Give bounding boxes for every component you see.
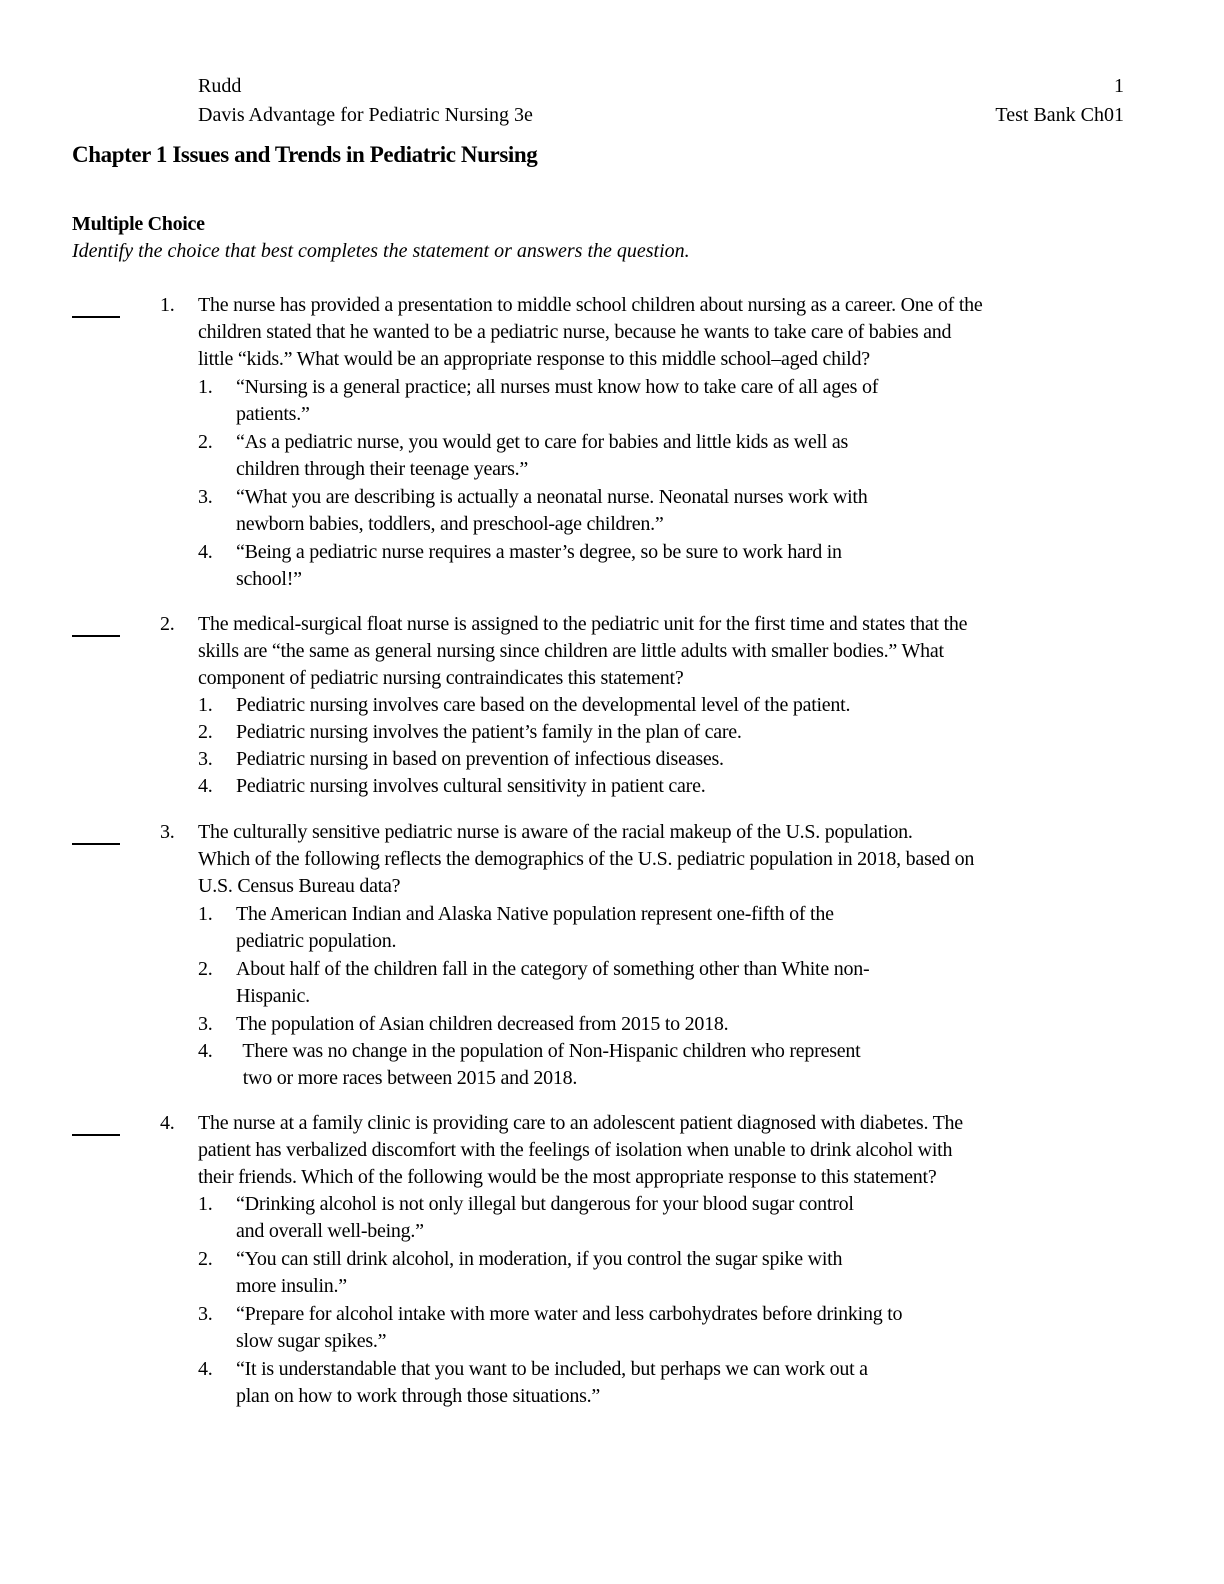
question-stem-line: skills are “the same as general nursing since children are little adults with smaller bodies.” What <box>198 640 944 662</box>
option-number: 1. <box>198 1193 213 1215</box>
section-title: Multiple Choice <box>72 213 205 235</box>
option-text: “Drinking alcohol is not only illegal but dangerous for your blood sugar control <box>236 1193 854 1215</box>
option-text: About half of the children fall in the category of something other than White non- <box>236 958 870 980</box>
option-number: 2. <box>198 1248 213 1270</box>
question-stem-line: component of pediatric nursing contraindicates this statement? <box>198 667 684 689</box>
chapter-title: Chapter 1 Issues and Trends in Pediatric Nursing <box>72 142 538 167</box>
option-text: Pediatric nursing involves the patient’s family in the plan of care. <box>236 721 742 743</box>
option-number: 1. <box>198 694 213 716</box>
question-number: 2. <box>160 613 175 635</box>
option-text: “What you are describing is actually a neonatal nurse. Neonatal nurses work with <box>236 486 868 508</box>
question-stem-line: little “kids.” What would be an appropriate response to this middle school–aged child? <box>198 348 870 370</box>
answer-blank[interactable] <box>72 316 120 318</box>
question-number: 1. <box>160 294 175 316</box>
option-text: patients.” <box>236 403 310 425</box>
option-number: 3. <box>198 748 213 770</box>
header-section-label: Test Bank Ch01 <box>995 104 1124 126</box>
option-text: “Nursing is a general practice; all nurses must know how to take care of all ages of <box>236 376 879 398</box>
option-number: 4. <box>198 1358 213 1380</box>
option-text: and overall well-being.” <box>236 1220 424 1242</box>
option-text: two or more races between 2015 and 2018. <box>238 1067 578 1089</box>
option-number: 4. <box>198 1040 213 1062</box>
option-number: 1. <box>198 903 213 925</box>
option-text: pediatric population. <box>236 930 397 952</box>
option-number: 4. <box>198 541 213 563</box>
option-number: 1. <box>198 376 213 398</box>
option-text: Pediatric nursing involves cultural sensitivity in patient care. <box>236 775 706 797</box>
option-text: “It is understandable that you want to be included, but perhaps we can work out a <box>236 1358 868 1380</box>
option-number: 3. <box>198 486 213 508</box>
option-number: 4. <box>198 775 213 797</box>
option-text: Pediatric nursing involves care based on the developmental level of the patient. <box>236 694 851 716</box>
question-stem-line: their friends. Which of the following would be the most appropriate response to this statement? <box>198 1166 937 1188</box>
option-text: Hispanic. <box>236 985 310 1007</box>
answer-blank[interactable] <box>72 635 120 637</box>
option-number: 2. <box>198 721 213 743</box>
option-number: 2. <box>198 958 213 980</box>
header-author: Rudd <box>198 75 242 97</box>
question-number: 3. <box>160 821 175 843</box>
option-text: The American Indian and Alaska Native population represent one-fifth of the <box>236 903 834 925</box>
option-text: There was no change in the population of Non-Hispanic children who represent <box>238 1040 861 1062</box>
option-text: “You can still drink alcohol, in moderation, if you control the sugar spike with <box>236 1248 843 1270</box>
answer-blank[interactable] <box>72 1134 120 1136</box>
question-stem-line: The nurse has provided a presentation to middle school children about nursing as a career. One of the <box>198 294 983 316</box>
question-stem-line: Which of the following reflects the demographics of the U.S. pediatric population in 2018, based on <box>198 848 975 870</box>
option-number: 2. <box>198 431 213 453</box>
option-text: “Being a pediatric nurse requires a master’s degree, so be sure to work hard in <box>236 541 842 563</box>
answer-blank[interactable] <box>72 843 120 845</box>
question-stem-line: patient has verbalized discomfort with the feelings of isolation when unable to drink alcohol with <box>198 1139 953 1161</box>
option-text: children through their teenage years.” <box>236 458 529 480</box>
header-page-number: 1 <box>1114 75 1124 97</box>
option-text: plan on how to work through those situations.” <box>236 1385 601 1407</box>
question-stem-line: U.S. Census Bureau data? <box>198 875 401 897</box>
question-stem-line: The nurse at a family clinic is providing care to an adolescent patient diagnosed with diabetes. The <box>198 1112 963 1134</box>
option-number: 3. <box>198 1013 213 1035</box>
question-number: 4. <box>160 1112 175 1134</box>
option-text: school!” <box>236 568 302 590</box>
option-text: more insulin.” <box>236 1275 347 1297</box>
option-text: “As a pediatric nurse, you would get to care for babies and little kids as well as <box>236 431 849 453</box>
section-instructions: Identify the choice that best completes the statement or answers the question. <box>72 240 690 262</box>
option-text: newborn babies, toddlers, and preschool-age children.” <box>236 513 664 535</box>
option-text: slow sugar spikes.” <box>236 1330 387 1352</box>
option-text: Pediatric nursing in based on prevention of infectious diseases. <box>236 748 724 770</box>
option-number: 3. <box>198 1303 213 1325</box>
question-stem-line: The medical-surgical float nurse is assigned to the pediatric unit for the first time and states that the <box>198 613 968 635</box>
option-text: The population of Asian children decreased from 2015 to 2018. <box>236 1013 729 1035</box>
option-text: “Prepare for alcohol intake with more water and less carbohydrates before drinking to <box>236 1303 903 1325</box>
question-stem-line: The culturally sensitive pediatric nurse is aware of the racial makeup of the U.S. population. <box>198 821 913 843</box>
question-stem-line: children stated that he wanted to be a pediatric nurse, because he wants to take care of babies and <box>198 321 952 343</box>
header-book-title: Davis Advantage for Pediatric Nursing 3e <box>198 104 533 126</box>
